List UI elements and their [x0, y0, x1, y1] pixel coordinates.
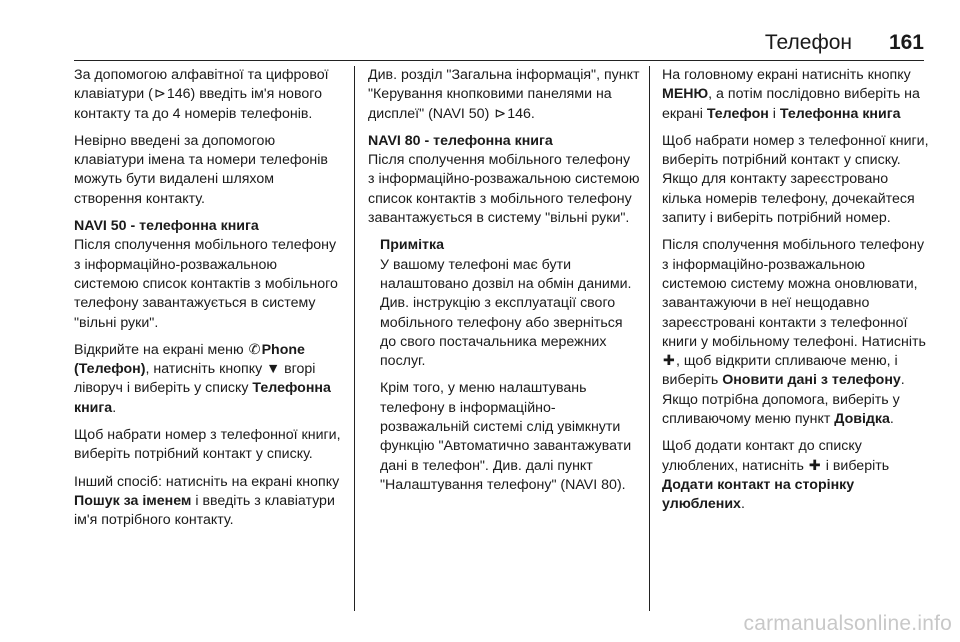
note-box: [380, 236, 640, 495]
triangle-down-icon: ▼: [266, 361, 281, 378]
paragraph: Після сполучення мобільного телефону з інформаційно-розважальною системою список контактів з мобільного телефону завантажується в систему "вільні руки".: [74, 237, 338, 331]
header-rule: [74, 60, 924, 61]
paragraph: Щоб набрати номер з телефонної книги, виберіть потрібний контакт у списку.: [74, 427, 341, 463]
paragraph: Щоб набрати номер з телефонної книги, виберіть потрібний контакт у списку. Якщо для контакту зареєстровано кілька номерів телефону, дочекайтеся запиту і виберіть потрібний номер.: [662, 132, 929, 227]
column-divider: [354, 66, 355, 611]
section-heading: NAVI 80 - телефонна книга: [368, 132, 553, 149]
arrow-reference-icon: ⊳: [153, 86, 166, 103]
page-header: [0, 0, 960, 60]
column-3: [662, 66, 930, 523]
page-number: 161: [888, 31, 924, 54]
phone-icon: ✆: [248, 341, 261, 358]
paragraph: Щоб додати контакт до списку улюблених, натисніть ✚ і виберіть Додати контакт на сторінку улюблених.: [662, 438, 890, 513]
column-1: [74, 66, 342, 539]
paragraph: Див. розділ "Загальна інформація", пункт "Керування кнопковими панелями на дисплеї" (NAVI 50) ⊳146.: [368, 66, 640, 124]
paragraph: На головному екрані натисніть кнопку МЕНЮ, а потім послідовно виберіть на екрані Телефон і Телефонна книга: [662, 67, 920, 122]
paragraph: Після сполучення мобільного телефону з інформаційно-розважальною системою список контактів з мобільного телефону завантажується в систему "вільні руки".: [368, 152, 640, 227]
note-title: Примітка: [380, 237, 444, 254]
arrow-reference-icon: ⊳: [494, 105, 507, 122]
column-2: [368, 66, 640, 503]
paragraph: Інший спосіб: натисніть на екрані кнопку Пошук за іменем і введіть з клавіатури ім'я потрібного контакту.: [74, 473, 340, 529]
watermark: carmanualsonline.info: [743, 612, 952, 635]
paragraph: Невірно введені за допомогою клавіатури імена та номери телефонів можуть бути видалені шляхом створення контакту.: [74, 132, 328, 207]
paragraph: Після сполучення мобільного телефону з інформаційно-розважальною системою систему можна оновлювати, завантажуючи в неї нещодавно зареєстровані контакти з телефонної книги у мобільному телефоні. Натисніть ✚, щоб відкрити спливаюче меню, і виберіть Оновити дані з телефону. Якщо потрібна допомога, виберіть у спливаючому меню пункт Довідка.: [662, 237, 926, 428]
page-title: Телефон: [764, 31, 852, 54]
paragraph: За допомогою алфавітної та цифрової клавіатури (⊳146) введіть ім'я нового контакту та до 4 номерів телефонів.: [74, 67, 329, 122]
plus-icon: ✚: [808, 457, 821, 474]
plus-icon: ✚: [663, 353, 675, 370]
section-heading: NAVI 50 - телефонна книга: [74, 218, 259, 235]
column-divider: [649, 66, 650, 611]
note-paragraph: У вашому телефоні має бути налаштовано дозвіл на обмін даними. Див. інструкцію з експлуатації свого мобільного телефону або зверніться до свого постачальника мережних послуг.: [380, 256, 632, 370]
note-paragraph: Крім того, у меню налаштувань телефону в інформаційно-розважальній системі слід увімкнути функцію "Автоматично завантажувати дані в телефон". Див. далі пункт "Налаштування телефону" (NAVI 80).: [380, 380, 632, 493]
paragraph: Відкрийте на екрані меню ✆Phone (Телефон), натисніть кнопку ▼ вгорі ліворуч і виберіть у списку Телефонна книга.: [74, 341, 331, 416]
